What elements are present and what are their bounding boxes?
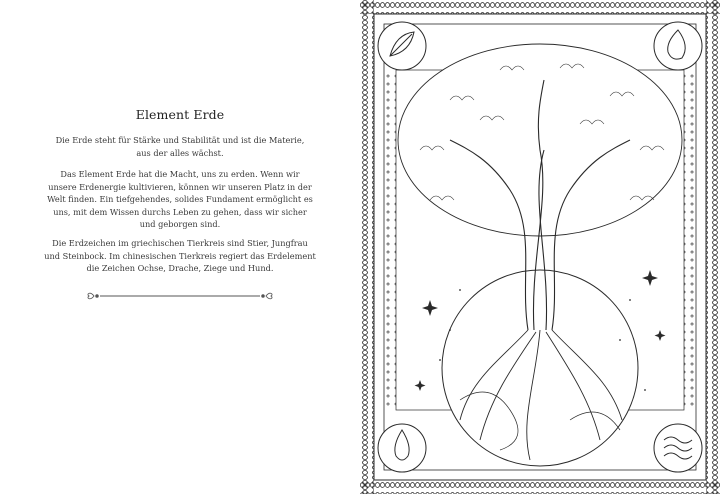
fire-drop-icon — [654, 22, 702, 70]
page-title: Element Erde — [135, 107, 225, 122]
paragraph-line: und Steinbock. Im chinesischen Tierkreis regiert das Erdelement — [44, 250, 316, 261]
paragraph-line: Das Element Erde hat die Macht, uns zu erden. Wenn wir — [60, 169, 300, 179]
water-drop-icon — [378, 424, 426, 472]
paragraph-line: Die Erde steht für Stärke und Stabilität und ist die Materie, — [55, 135, 305, 145]
paragraph-1 — [10, 134, 350, 159]
paragraph-line: und geborgen sind. — [139, 219, 221, 229]
paragraph-3 — [10, 237, 350, 275]
earth-globe — [442, 270, 638, 466]
paragraph-line: aus der alles wächst. — [136, 147, 224, 158]
tree-canopy — [398, 44, 682, 236]
illustration-page — [360, 0, 720, 494]
paragraph-line: uns, mit dem Wissen durchs Leben zu gehen, dass wir sicher — [53, 206, 307, 217]
paragraph-2 — [10, 168, 350, 231]
paragraph-line: Welt finden. Ein tiefgehendes, solides Fundament ermöglicht es — [47, 194, 313, 204]
paragraph-line: die Zeichen Ochse, Drache, Ziege und Hund. — [86, 263, 274, 273]
divider-ornament-icon — [86, 289, 274, 303]
paragraph-line: Die Erdzeichen im griechischen Tierkreis sind Stier, Jungfrau — [52, 238, 308, 248]
leaf-icon — [378, 22, 426, 70]
tree-of-life-icon — [360, 0, 720, 494]
paragraph-line: unsere Erdenergie kultivieren, können wir unseren Platz in der — [48, 181, 312, 192]
